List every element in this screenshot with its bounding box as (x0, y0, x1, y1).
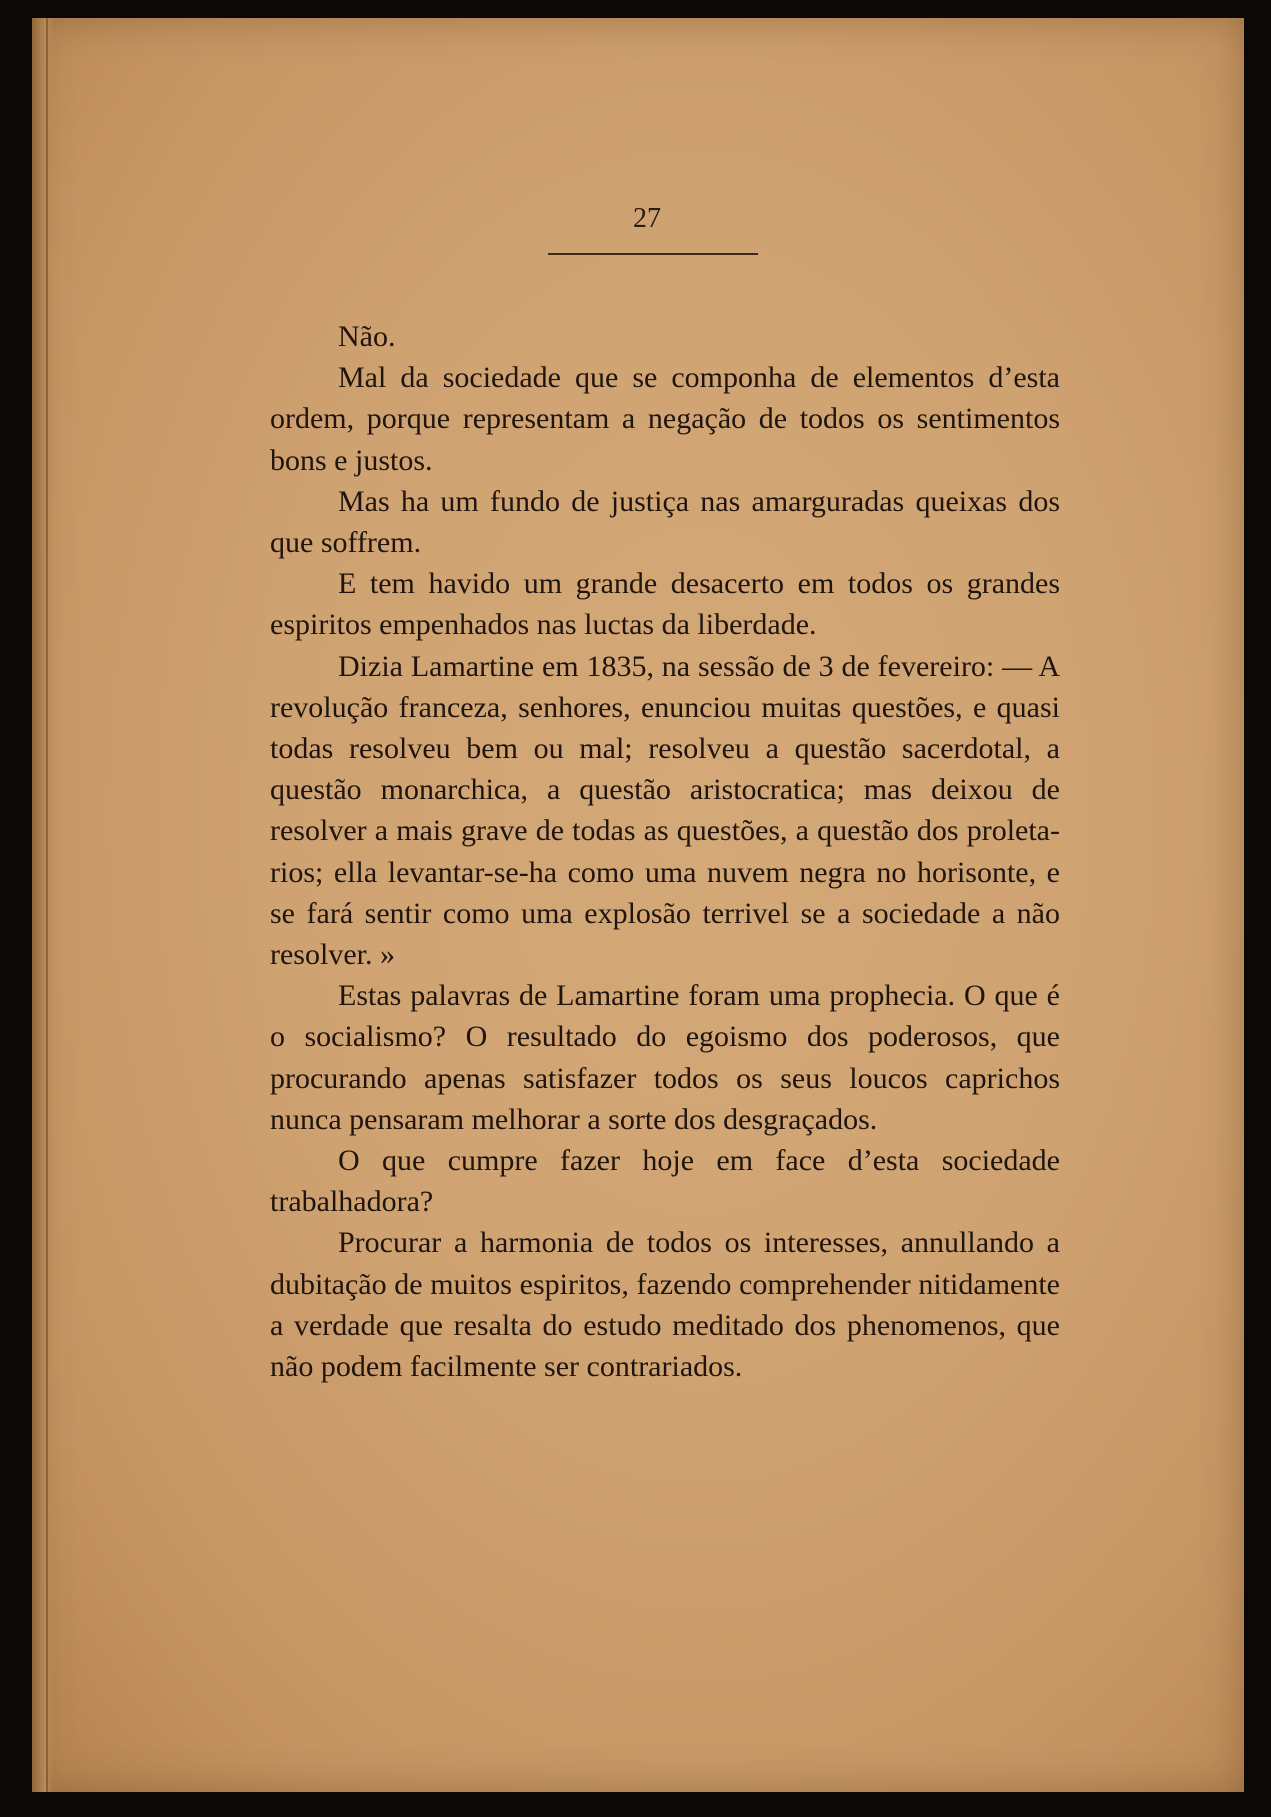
body-text (270, 316, 1060, 1387)
paragraph: Estas palavras de Lamartine foram uma prophecia. O que é o socialismo? O resultado do egoismo dos poderosos, que procurando apenas satisfazer todos os seus loucos caprichos nunca pensaram melhorar a sorte dos desgraçados. (270, 979, 1060, 1136)
header-rule (548, 253, 758, 255)
paragraph: O que cumpre fazer hoje em face d’esta sociedade trabalhadora? (270, 1144, 1060, 1219)
book-page (32, 18, 1244, 1792)
paragraph: Mal da sociedade que se componha de elementos d’esta ordem, porque representam a negação de todos os sentimentos bons e justos. (270, 361, 1060, 477)
paragraph: Dizia Lamartine em 1835, na sessão de 3 de fevereiro: — A revolução franceza, senhores, enunciou muitas questões, e quasi todas resolveu bem ou mal; resolveu a questão sacerdotal, a questão monarchica, a questão aristocratica; mas deixou de resolver a mais grave de todas as questões, a questão dos proletarios; ella levantar-se-ha como uma nuvem negra no horisonte, e se fará sentir como uma explosão terrivel se a sociedade a não resolver. » (270, 649, 1060, 972)
spine-edge (46, 18, 48, 1792)
page-gutter (32, 18, 54, 1792)
paragraph: Procurar a harmonia de todos os interesses, annullando a dubitação de muitos espiritos, fazendo comprehender nitidamente a verdade que resalta do estudo meditado dos phenomenos, que não podem facilmente ser contrariados. (270, 1226, 1060, 1384)
page-number: 27 (633, 203, 661, 234)
paragraph: Não. (338, 320, 396, 353)
paragraph: E tem havido um grande desacerto em todos os grandes espiritos empenhados nas luctas da liberdade. (270, 567, 1060, 642)
paragraph: Mas ha um fundo de justiça nas amarguradas queixas dos que soffrem. (270, 484, 1060, 560)
